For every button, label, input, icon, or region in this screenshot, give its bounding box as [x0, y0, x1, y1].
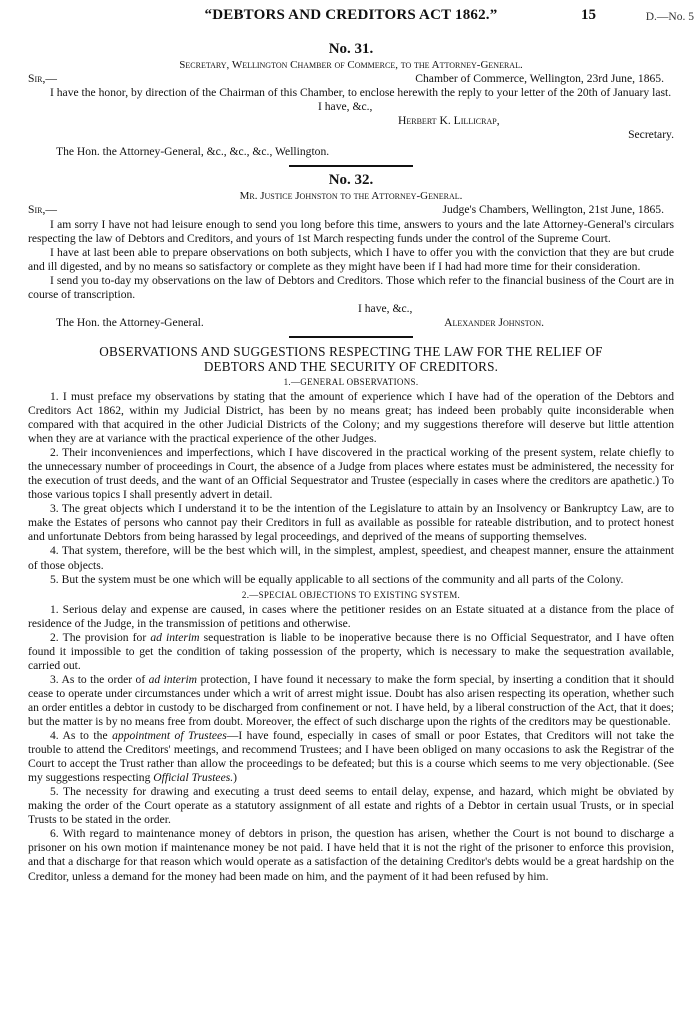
letter-32-paragraph-2: I have at last been able to prepare observations on both subjects, which I have to offer you with the conviction that they are but crude and ill digested, and by no means so satisfactory or complete as they might have been if I had had more time for their consideration.	[28, 245, 674, 273]
letter-31-close: I have, &c.,	[318, 100, 373, 114]
italic-run: ad interim	[148, 672, 198, 686]
letter-number-32: No. 32.	[328, 172, 374, 189]
text-run: sequestration is liable to be inoperative because there is no Official Sequestrator, and I have often found it impossible to get the condition of taking possession of the property, which is necessary to make the sequestration available, carried out.	[28, 630, 674, 672]
document-reference: D.—No. 5	[645, 11, 694, 23]
general-paragraph-4: 4. That system, therefore, will be the best which will, in the simplest, amplest, speediest, and cheapest manner, ensure the attainment of those objects.	[28, 544, 674, 572]
letter-31-salutation: Sir,—	[28, 72, 57, 86]
special-paragraph-4	[28, 729, 674, 785]
letter-32-paragraph-3: I send you to-day my observations on the law of Debtors and Creditors. Those which refer to the financial business of the Court are in course of transcription.	[28, 273, 674, 301]
general-paragraph-1: 1. I must preface my observations by stating that the amount of experience which I have had of the operation of the Debtors and Creditors Act 1862, within my Judicial District, has been by no means great; has indeed been probably quite inconsiderable when compared with that acquired in the other Judicial Districts of the Colony; and my suggestions therefore will deserve but little attention when they are at variance with the practical experience of the other Judges.	[28, 389, 674, 446]
letter-number-31: No. 31.	[328, 41, 374, 57]
letter-31-salutation-row	[28, 72, 674, 86]
section-divider	[289, 165, 413, 167]
letter-32-addressee: The Hon. the Attorney-General.	[56, 315, 204, 329]
special-paragraph-2	[28, 631, 674, 673]
general-paragraph-2: 2. Their inconveniences and imperfections, which I have discovered in the practical working of the present system, relate chiefly to the unnecessary number of proceedings in Court, the absence of a Judge from places where estates must be administered, the necessity for the execution of trust deeds, and the want of an Official Sequestrator and Trustee (especially in cases where the creditors are apathetic.) To those various topics I shall presently advert in detail.	[28, 446, 674, 502]
running-title: “DEBTORS AND CREDITORS ACT 1862.”	[204, 7, 498, 23]
special-paragraph-3	[28, 673, 674, 729]
italic-run: Official Trustees.	[153, 771, 234, 785]
letter-32-paragraph-1: I am sorry I have not had leisure enough to send you long before this time, answers to yours and the late Attorney-General's circulars respecting the law of Debtors and Creditors, and yours of 1st March respecting funds under the control of the Supreme Court.	[28, 217, 674, 245]
letter-32-heading: Mr. Justice Johnston to the Attorney-General.	[239, 190, 463, 203]
page-number: 15	[581, 7, 596, 23]
letter-32-signature: Alexander Johnston.	[444, 315, 544, 329]
text-run: —I have found, especially in cases of small or poor Estates, that Creditors will not take the trouble to attend the Creditors' meetings, and recommend Trustees; and I have been obliged on many occasions to ask the Registrar of the Court to accept the Trust rather than allow the proceedings to be defeated; but this is a course which seems to me very objectionable. (See my suggestions respecting	[28, 729, 674, 785]
letter-31-dateline: Chamber of Commerce, Wellington, 23rd June, 1865.	[415, 72, 664, 86]
general-paragraph-5: 5. But the system must be one which will be equally applicable to all sections of the community and all parts of the Colony.	[50, 572, 624, 586]
subheading-general: 1.—GENERAL OBSERVATIONS.	[283, 376, 419, 387]
observations-title-line-1: OBSERVATIONS AND SUGGESTIONS RESPECTING THE LAW FOR THE RELIEF OF	[99, 343, 603, 359]
letter-32-dateline: Judge's Chambers, Wellington, 21st June, 1865.	[442, 203, 664, 217]
special-paragraph-5: 5. The necessity for drawing and executing a trust deed seems to entail delay, expense, and hazard, which might be obviated by making the order of the Court operate as a statutory assignment of all estate and rights of a Debtor in certain usual Trusts, or in special Trusts to be stated in the order.	[28, 785, 674, 827]
italic-run: appointment of Trustees	[112, 729, 227, 743]
letter-31-sig-title: Secretary.	[628, 128, 674, 142]
special-paragraph-6: 6. With regard to maintenance money of debtors in prison, the question has arisen, whether the Court is not bound to discharge a prisoner on his own motion if maintenance money be not paid. I have held that it is not the right of the prisoner to enforce this provision, and that a discharge for that reason which would operate as a satisfaction of the detaining Creditor's debts would be a great hardship on the Creditor, unless a demand for the money had been made on him, and the payment of it had been refused by him.	[28, 827, 674, 883]
letter-31-heading: Secretary, Wellington Chamber of Commerce, to the Attorney-General.	[179, 59, 523, 72]
text-run: 4. As to the	[50, 729, 113, 743]
observations-title	[28, 344, 674, 374]
text-run: 2. The provision for	[50, 630, 151, 644]
section-divider	[289, 336, 413, 338]
letter-31-body: I have the honor, by direction of the Chairman of this Chamber, to enclose herewith the reply to your letter of the 20th of January last.	[50, 86, 672, 100]
text-run: 3. As to the order of	[50, 672, 149, 686]
observations-title-line-2: DEBTORS AND THE SECURITY OF CREDITORS.	[203, 358, 499, 374]
letter-32-close: I have, &c.,	[358, 301, 413, 315]
subheading-special: 2.—SPECIAL OBJECTIONS TO EXISTING SYSTEM.	[241, 589, 461, 600]
text-run: )	[233, 771, 238, 785]
letter-31-addressee: The Hon. the Attorney-General, &c., &c., &c., Wellington.	[56, 145, 330, 159]
text-run: protection, I have found it necessary to make the form special, by inserting a condition that it should cease to operate under circumstances under which a writ of arrest might issue. Doubt has also arisen respecting its operation, whether such an order entitles a debtor in custody to be discharged from confinement or not. I have held, by a liberal construction of the Act, that it does; but the matter is by no means free from doubt. Moreover, the effect of such discharge upon the rights of the creditors may be questionable.	[28, 672, 675, 729]
general-paragraph-3: 3. The great objects which I understand it to be the intention of the Legislature to attain by an Insolvency or Bankruptcy Law, are to make the Estates of persons who cannot pay their Creditors in full as available as possible for rateable distribution, and to protect honest and unfortunate Debtors from being harassed by legal proceedings, and deprived of the means of supporting themselves.	[28, 502, 674, 544]
letter-32-salutation-row	[28, 203, 674, 217]
letter-31-signature: Herbert K. Lillicrap,	[398, 114, 500, 128]
special-paragraph-1: 1. Serious delay and expense are caused, in cases where the petitioner resides on an Estate situated at a distance from the place of residence of the Judge, in the transmission of petitions and otherwise.	[28, 602, 674, 630]
letter-32-salutation: Sir,—	[28, 203, 57, 217]
italic-run: ad interim	[150, 630, 200, 644]
running-header	[28, 6, 694, 32]
letter-32-sign-row	[28, 316, 674, 330]
